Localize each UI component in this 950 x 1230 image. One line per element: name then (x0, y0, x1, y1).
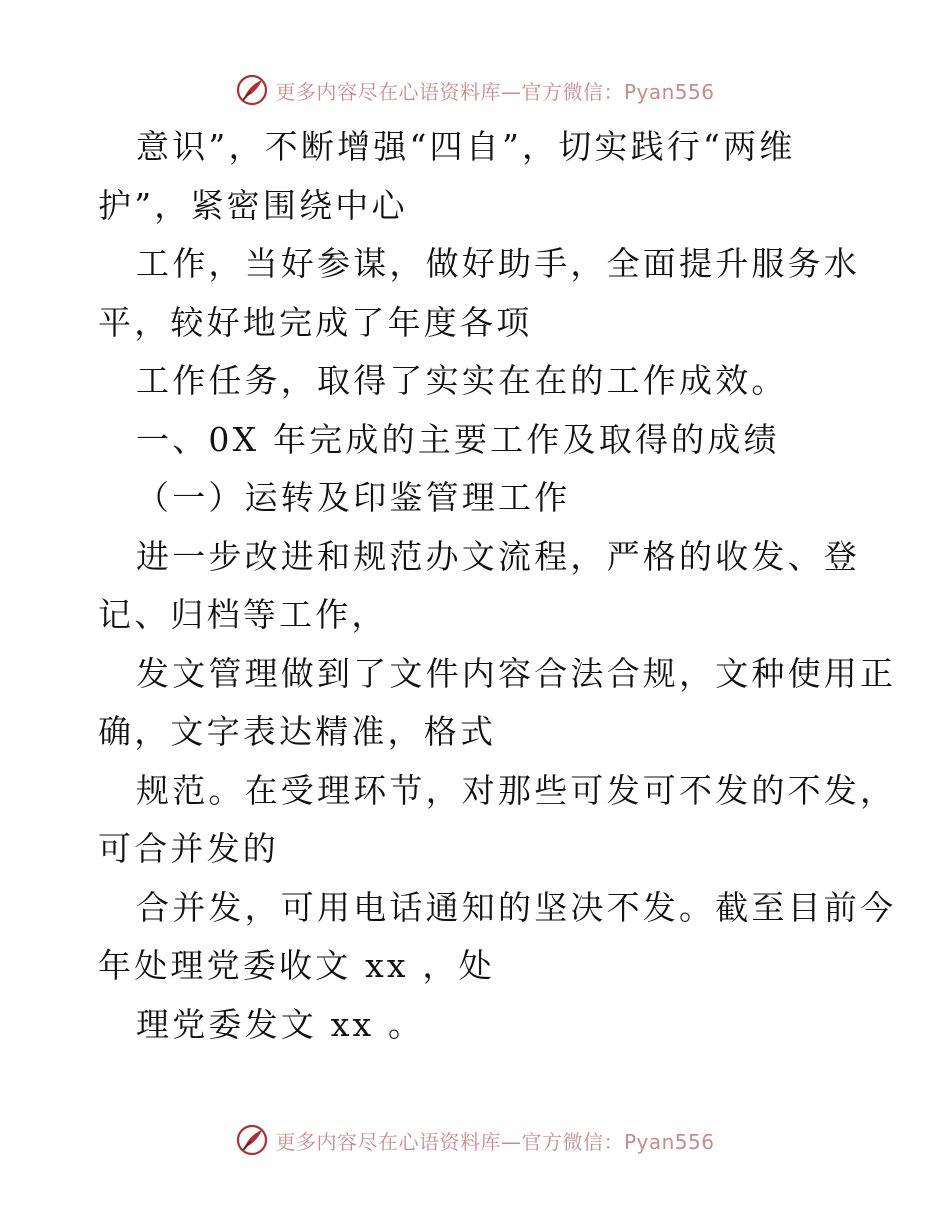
footer-banner (0, 1120, 950, 1160)
paragraph-line: 可合并发的 (98, 829, 279, 868)
paragraph-line: 护”，紧密围绕中心 (98, 185, 408, 225)
header-banner-text: 更多内容尽在心语资料库—官方微信：Pyan556 (275, 79, 715, 104)
paragraph-line: 平，较好地完成了年度各项 (98, 302, 533, 342)
paragraph-line: 确，文字表达精准，格式 (98, 712, 497, 751)
paragraph-line: 规范。在受理环节，对那些可发可不发的不发， (136, 770, 897, 810)
feather-pen-logo-icon (235, 73, 269, 107)
paragraph-line: 记、归档等工作， (98, 595, 388, 634)
paragraph-line: 工作任务，取得了实实在在的工作成效。 (136, 361, 788, 400)
paragraph-line: 意识”，不断增强“四自”，切实践行“两维 (136, 127, 796, 166)
paragraph-line: 年处理党委收文 xx ，处 (98, 946, 495, 985)
paragraph-line: 工作，当好参谋，做好助手，全面提升服务水 (136, 244, 860, 283)
paragraph-line: 理党委发文 xx 。 (136, 1004, 425, 1044)
subsection-heading: （一）运转及印鉴管理工作 (136, 478, 571, 517)
paragraph-line: 发文管理做到了文件内容合法合规，文种使用正 (136, 653, 897, 693)
section-heading: 一、0X 年完成的主要工作及取得的成绩 (136, 419, 780, 459)
paragraph-line: 进一步改进和规范办文流程，严格的收发、登 (136, 536, 860, 576)
header-banner (0, 70, 950, 110)
document-body (98, 118, 897, 1054)
footer-banner-text: 更多内容尽在心语资料库—官方微信：Pyan556 (275, 1129, 715, 1154)
feather-pen-logo-icon (235, 1123, 269, 1157)
paragraph-line: 合并发，可用电话通知的坚决不发。截至目前今 (136, 887, 897, 927)
